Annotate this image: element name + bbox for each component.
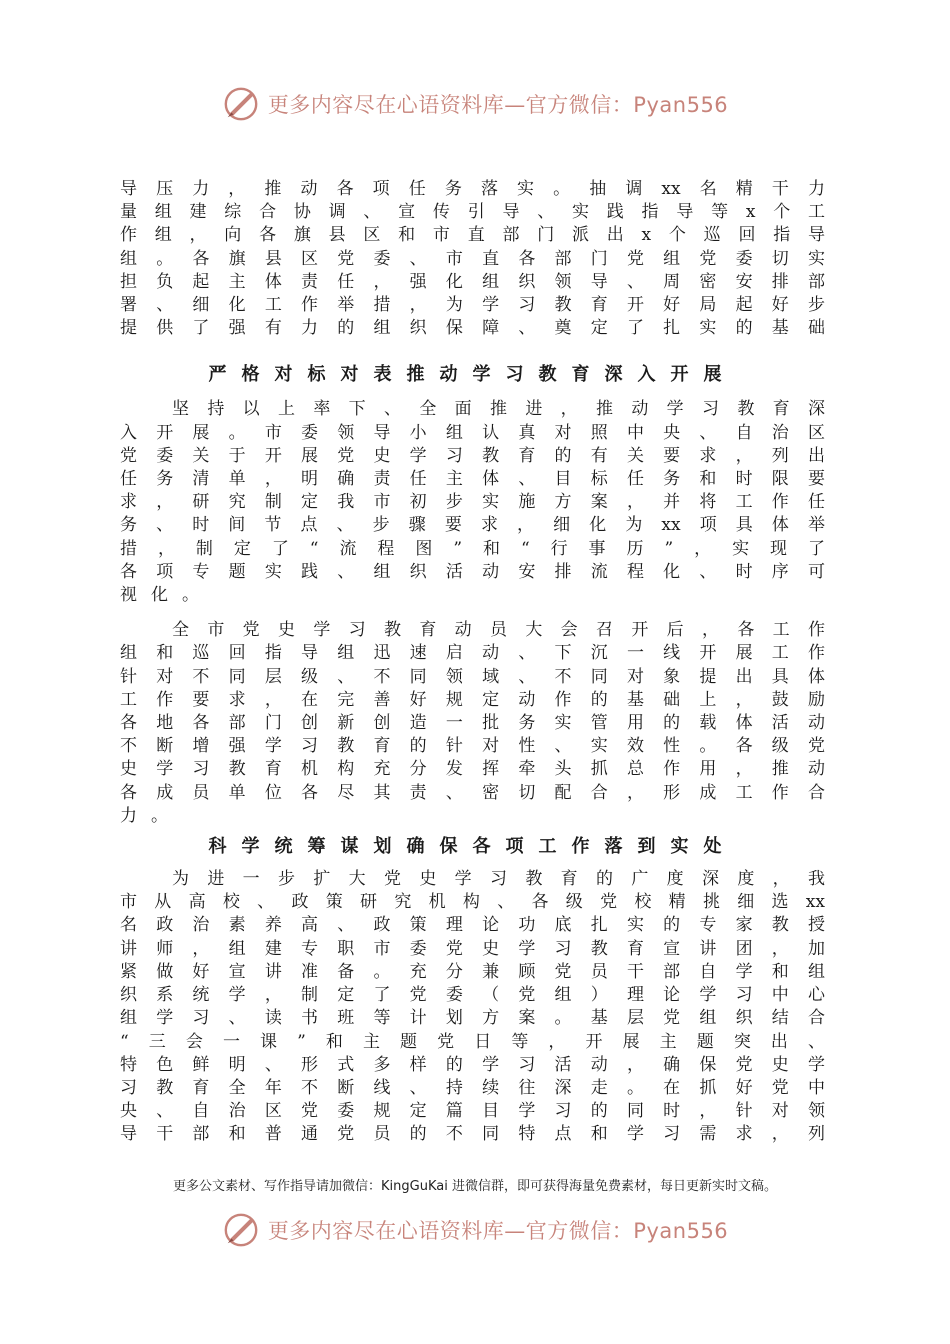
section-heading-2: 科学统筹谋划确保各项工作落到实处 <box>208 836 737 858</box>
text-line: 史学习教育机构充分发挥牵头抓总作用，推动 <box>120 759 825 780</box>
text-line: 导干部和普通党员的不同特点和学习需求，列 <box>120 1124 825 1145</box>
text-line: 特色鲜明、形式多样的学习活动，确保党史学 <box>120 1054 825 1075</box>
text-line: 名政治素养高、政策理论功底扎实的专家教授 <box>120 915 825 936</box>
text-line: 入开展。市委领导小组认真对照中央、自治区 <box>120 422 825 443</box>
text-line: 作组，向各旗县区和市直部门派出x个巡回指导 <box>120 225 825 246</box>
text-line: 视化。 <box>120 585 213 606</box>
text-line: 任务清单，明确责任主体、目标任务和时限要 <box>120 469 825 490</box>
text-line: 不断增强学习教育的针对性、实效性。各级党 <box>120 736 825 757</box>
text-line: 央、自治区党委规定篇目学习的同时，针对领 <box>120 1101 825 1122</box>
paragraph-4 <box>120 868 825 1146</box>
paragraph-3 <box>120 619 825 828</box>
text-line: 党委关于开展党史学习教育的有关要求，列出 <box>120 445 825 466</box>
text-line: 力。 <box>120 805 182 826</box>
text-line: 针对不同层级、不同领域、不同对象提出具体 <box>120 666 825 687</box>
text-line: 全市党史学习教育动员大会召开后，各工作 <box>172 620 825 641</box>
paragraph-2 <box>120 398 825 607</box>
paragraph-1 <box>120 178 825 340</box>
section-heading-1: 严格对标对表推动学习教育深入开展 <box>208 364 737 386</box>
text-line: 组。各旗县区党委、市直各部门党组党委切实 <box>120 248 825 269</box>
text-line: 提供了强有力的组织保障、奠定了扎实的基础 <box>120 318 825 339</box>
text-line: 织系统学，制定了党委（党组）理论学习中心 <box>120 985 825 1006</box>
text-line: 量组建综合协调、宣传引导、实践指导等x个工 <box>120 202 825 223</box>
text-line: 各项专题实践、组织活动安排流程化、时序可 <box>120 561 825 582</box>
text-line: 各地各部门创新创造一批务实管用的载体活动 <box>120 713 825 734</box>
text-line: 署、细化工作举措，为学习教育开好局起好步 <box>120 295 825 316</box>
text-line: 为进一步扩大党史学习教育的广度深度，我 <box>172 869 825 890</box>
document-body <box>120 178 825 1147</box>
text-line: 紧做好宣讲准备。充分兼顾党员干部自学和组 <box>120 961 825 982</box>
watermark-bottom <box>0 1208 950 1252</box>
pen-logo-icon <box>222 1211 260 1249</box>
watermark-text: 更多内容尽在心语资料库—官方微信：Pyan556 <box>267 93 729 117</box>
text-line: 措，制定了“流程图”和“行事历”，实现了 <box>120 538 825 559</box>
text-line: “三会一课”和主题党日等，开展主题突出、 <box>120 1031 825 1052</box>
text-line: 工作要求，在完善好规定动作的基础上，鼓励 <box>120 689 825 710</box>
text-line: 习教育全年不断线、持续往深走。在抓好党中 <box>120 1077 825 1098</box>
text-line: 各成员单位各尽其责、密切配合，形成工作合 <box>120 782 825 803</box>
text-line: 担负起主体责任，强化组织领导、周密安排部 <box>120 271 825 292</box>
text-line: 组和巡回指导组迅速启动、下沉一线开展工作 <box>120 643 825 664</box>
text-line: 求，研究制定我市初步实施方案，并将工作任 <box>120 492 825 513</box>
text-line: 务、时间节点、步骤要求，细化为xx项具体举 <box>120 515 825 536</box>
text-line: 组学习、读书班等计划方案。基层党组织结合 <box>120 1008 825 1029</box>
text-line: 讲师，组建专职市委党史学习教育宣讲团，加 <box>120 938 825 959</box>
watermark-top <box>0 82 950 126</box>
watermark-text: 更多内容尽在心语资料库—官方微信：Pyan556 <box>267 1219 729 1243</box>
text-line: 市从高校、政策研究机构、各级党校精挑细选xx <box>120 892 825 913</box>
footer-note: 更多公文素材、写作指导请加微信：KingGuKai 进微信群，即可获得海量免费素材，每日更新实时文稿。 <box>173 1179 777 1194</box>
pen-logo-icon <box>222 85 260 123</box>
text-line: 坚持以上率下、全面推进，推动学习教育深 <box>172 399 825 420</box>
text-line: 导压力，推动各项任务落实。抽调xx名精干力 <box>120 179 825 199</box>
